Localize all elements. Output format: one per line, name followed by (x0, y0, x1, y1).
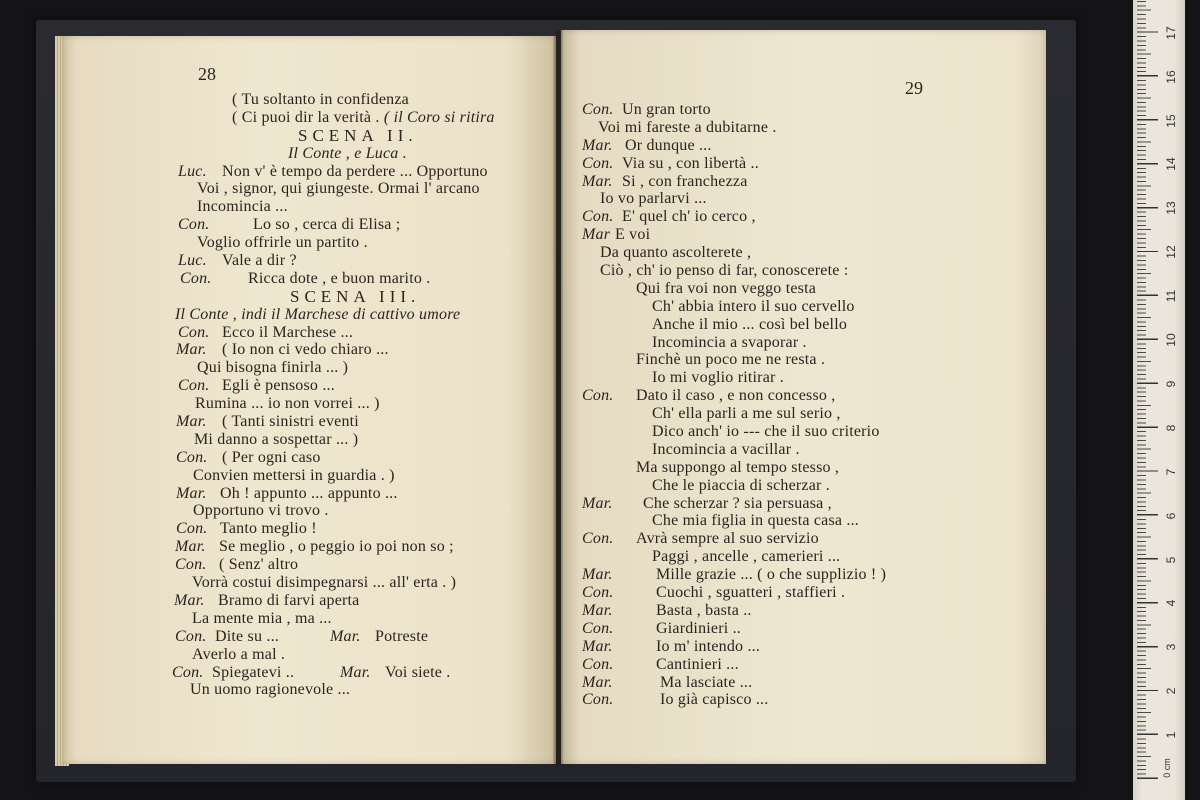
text-line (0, 674, 1060, 692)
speaker-label: Con. (582, 154, 614, 172)
text-line (0, 119, 1060, 137)
text-line (0, 566, 1060, 584)
line-text: Non v' è tempo da perdere ... Opportuno (222, 162, 488, 180)
speaker-label: Con. (175, 556, 207, 574)
ruler-zero-label: 0 cm (1162, 758, 1172, 778)
ruler-cm-ticks (1137, 0, 1158, 779)
line-text: E' quel ch' io cerco , (622, 208, 756, 226)
line-text: ( Tu soltanto in confidenza (232, 91, 409, 108)
text-line (0, 405, 1060, 423)
text-line (0, 298, 1060, 316)
heading-text: SCENA III. (290, 286, 421, 306)
ruler-number: 9 (1164, 380, 1178, 388)
text-line (0, 101, 1060, 119)
text-line (0, 244, 1060, 262)
line-text: ( Io non ci vedo chiaro ... (222, 341, 389, 359)
line-text: Io mi voglio ritirar . (652, 369, 784, 387)
line-text: Ecco il Marchese ... (222, 323, 354, 341)
speaker-label: Con. (582, 655, 614, 673)
text-line (0, 638, 1060, 656)
text-line (0, 155, 1060, 173)
text-line (0, 334, 1060, 352)
line-text: ( Ci puoi dir la verità . (232, 108, 380, 126)
line-text: Vale a dir ? (222, 252, 297, 270)
text-line (0, 280, 1060, 298)
speaker-label: Mar. (582, 172, 613, 190)
line-text: E voi (615, 226, 651, 244)
line-text: Paggi , ancelle , camerieri ... (652, 548, 841, 566)
ruler-number: 13 (1164, 201, 1178, 215)
text-line (0, 190, 1060, 208)
speaker-label: Mar. (174, 591, 205, 609)
speaker-label: Con. (582, 584, 614, 602)
speaker-label: Mar. (175, 538, 206, 556)
line-text: Cuochi , sguatteri , staffieri . (656, 584, 846, 602)
line-text: Lo so , cerca di Elisa ; (253, 216, 401, 234)
line-text: ( Senz' altro (219, 556, 299, 574)
ruler-number: 3 (1164, 643, 1178, 651)
speaker-label: Con. (172, 663, 204, 681)
ruler-number: 8 (1164, 424, 1178, 432)
text-line (0, 620, 1060, 638)
line-text: Ch' ella parli a me sul serio , (652, 405, 841, 423)
left-page-number: 28 (198, 64, 216, 84)
speaker-label: Luc. (178, 252, 207, 270)
line-text: Mi danno a sospettar ... ) (194, 430, 359, 448)
line-text: Averlo a mal . (192, 645, 286, 663)
speaker-label: Mar. (330, 627, 361, 645)
speaker-label: Mar. (176, 341, 207, 359)
text-line (0, 387, 1060, 405)
line-text: Spiegatevi .. (212, 663, 295, 681)
speaker-label: Con. (175, 627, 207, 645)
line-text: ( Per ogni caso (222, 448, 321, 466)
line-text: Ricca dote , e buon marito . (248, 269, 431, 287)
speaker-label: Mar (582, 226, 611, 244)
ruler-number: 11 (1164, 289, 1178, 303)
ruler-number: 4 (1164, 600, 1178, 607)
speaker-label: Con. (178, 323, 210, 341)
speaker-label: Con. (582, 619, 614, 637)
line-text: Qui fra voi non veggo testa (636, 279, 817, 297)
text-line (0, 691, 1060, 709)
line-text: Un gran torto (622, 101, 711, 118)
line-text: Giardinieri .. (656, 619, 741, 637)
text-line (0, 369, 1060, 387)
line-text: Incomincia a vacillar . (652, 440, 800, 458)
text-line (0, 530, 1060, 548)
speaker-label: Con. (582, 530, 614, 548)
line-text: Or dunque ... (625, 136, 712, 154)
line-text: Io m' intendo ... (656, 637, 761, 655)
text-line (0, 512, 1060, 530)
speaker-label: Mar. (582, 673, 613, 691)
text-line (0, 459, 1060, 477)
line-text: Convien mettersi in guardia . ) (193, 466, 395, 484)
text-line (0, 423, 1060, 441)
line-text: Che le piaccia di scherzar . (652, 476, 830, 494)
text-line (0, 173, 1060, 191)
line-text: Egli è pensoso ... (222, 377, 335, 395)
line-text: Rumina ... io non vorrei ... ) (195, 395, 380, 413)
speaker-label: Con. (176, 448, 208, 466)
line-text: Ch' abbia intero il suo cervello (652, 297, 855, 315)
text-line (0, 441, 1060, 459)
speaker-label: Con. (178, 377, 210, 395)
line-text: Io vo parlarvi ... (600, 190, 707, 208)
line-text: Qui bisogna finirla ... ) (197, 359, 349, 377)
line-text: Si , con franchezza (622, 172, 748, 190)
line-text: Bramo di farvi aperta (218, 591, 360, 609)
ruler-number: 2 (1164, 687, 1178, 695)
speaker-label: Con. (582, 691, 614, 709)
stage-direction: Il Conte , e Luca . (288, 144, 407, 162)
line-text: Io già capisco ... (660, 691, 769, 709)
ruler-number: 5 (1164, 556, 1178, 563)
line-text: Cantinieri ... (656, 655, 739, 673)
line-text: Basta , basta .. (656, 601, 752, 619)
line-text: Dato il caso , e non concesso , (636, 387, 836, 405)
ruler-number: 17 (1164, 26, 1178, 40)
ruler-number: 10 (1164, 333, 1178, 347)
text-line (0, 208, 1060, 226)
line-text: Finchè un poco me ne resta . (636, 351, 826, 369)
speaker-label: Con. (582, 101, 614, 118)
line-text: Che scherzar ? sia persuasa , (643, 494, 832, 512)
line-text: Oh ! appunto ... appunto ... (220, 484, 398, 502)
speaker-label: Con. (180, 269, 212, 287)
line-text: Incomincia ... (197, 198, 288, 216)
text-line (0, 226, 1060, 244)
stage-direction: ( il Coro si ritira (383, 108, 495, 126)
text-line (0, 656, 1060, 674)
speaker-label: Luc. (178, 162, 207, 180)
speaker-label: Mar. (582, 566, 613, 584)
line-text: Ciò , ch' io penso di far, conoscerete : (600, 262, 849, 280)
text-line (0, 262, 1060, 280)
speaker-label: Mar. (340, 663, 371, 681)
speaker-label: Mar. (582, 637, 613, 655)
line-text: Ma suppongo al tempo stesso , (636, 458, 840, 476)
speaker-label: Con. (176, 520, 208, 538)
line-text: Mille grazie ... ( o che supplizio ! ) (656, 566, 887, 584)
line-text: Anche il mio ... così bel bello (652, 315, 848, 333)
speaker-label: Mar. (176, 413, 207, 431)
line-text: Che mia figlia in questa casa ... (652, 512, 859, 530)
line-text: Ma lasciate ... (660, 673, 753, 691)
line-text: Voglio offrirle un partito . (197, 234, 368, 252)
speaker-label: Con. (178, 216, 210, 234)
line-text: La mente mia , ma ... (192, 609, 332, 627)
speaker-label: Mar. (582, 136, 613, 154)
speaker-label: Mar. (582, 494, 613, 512)
line-text: Dite su ... (215, 627, 279, 645)
speaker-label: Mar. (176, 484, 207, 502)
ruler-number: 6 (1164, 512, 1178, 519)
right-page-text (0, 101, 1060, 709)
text-line (0, 584, 1060, 602)
line-text: Se meglio , o peggio io poi non so ; (219, 538, 454, 556)
text-line (0, 316, 1060, 334)
line-text: Voi , signor, qui giungeste. Ormai l' arcano (197, 180, 480, 198)
line-text: Potreste (375, 627, 429, 645)
line-text: Opportuno vi trovo . (193, 502, 329, 520)
text-line (0, 602, 1060, 620)
speaker-label: Con. (582, 387, 614, 405)
line-text: Da quanto ascolterete , (600, 244, 752, 262)
line-text: Via su , con libertà .. (622, 154, 759, 172)
line-text: Avrà sempre al suo servizio (636, 530, 819, 548)
line-text: Un uomo ragionevole ... (190, 681, 351, 699)
ruler-number: 1 (1164, 731, 1178, 739)
ruler-number: 16 (1164, 69, 1178, 84)
ruler-number: 12 (1164, 245, 1178, 259)
ruler-number: 14 (1164, 157, 1178, 172)
line-text: Voi mi fareste a dubitarne . (598, 118, 777, 136)
line-text: Incomincia a svaporar . (652, 333, 807, 351)
right-page-number: 29 (905, 78, 923, 98)
line-text: Voi siete . (385, 663, 451, 681)
ruler-number: 15 (1164, 113, 1178, 128)
heading-text: SCENA II. (298, 125, 418, 145)
speaker-label: Mar. (582, 601, 613, 619)
text-line (0, 351, 1060, 369)
text-line (0, 477, 1060, 495)
line-text: Tanto meglio ! (220, 520, 317, 538)
line-text: Dico anch' io --- che il suo criterio (652, 423, 880, 441)
speaker-label: Con. (582, 208, 614, 226)
line-text: Vorrà costui disimpegnarsi ... all' erta . ) (192, 574, 457, 592)
text-line (0, 548, 1060, 566)
text-line (0, 137, 1060, 155)
text-line (0, 495, 1060, 513)
ruler-number: 7 (1164, 468, 1178, 476)
line-text: ( Tanti sinistri eventi (222, 413, 359, 431)
stage-direction: Il Conte , indi il Marchese di cattivo umore (175, 305, 461, 323)
